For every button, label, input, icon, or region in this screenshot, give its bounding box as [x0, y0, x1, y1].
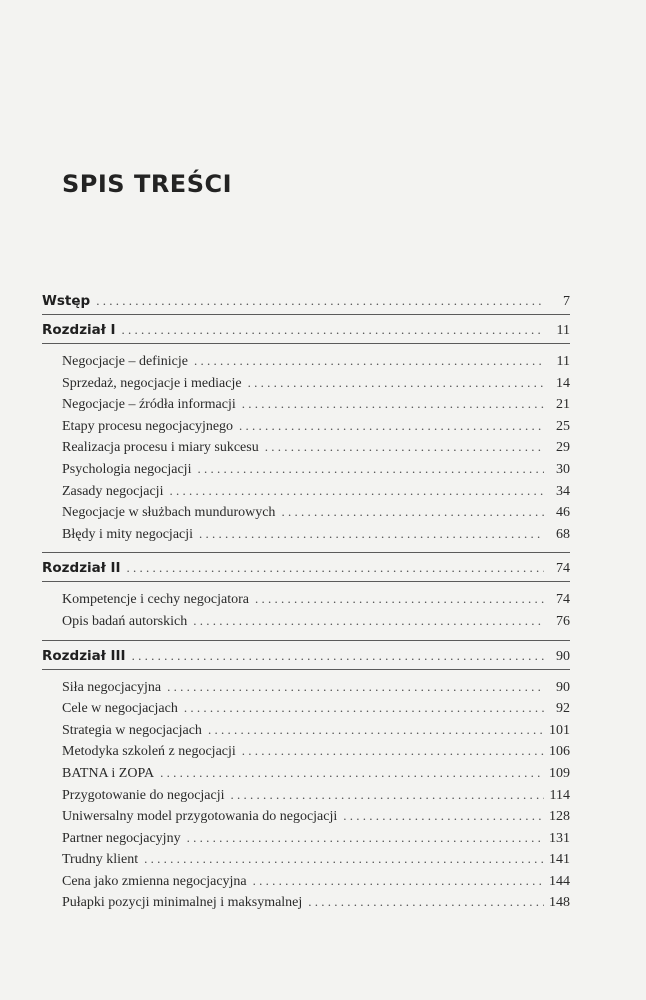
toc-chapter-label: Rozdział III: [42, 647, 126, 664]
dot-leader: [231, 784, 544, 806]
toc-section-entry: [42, 676, 570, 698]
toc-chapter-group: [42, 552, 570, 639]
toc-section-list: [42, 343, 570, 552]
toc-section-label: Etapy procesu negocjacyjnego: [62, 418, 234, 434]
toc-chapter-entry: [42, 643, 570, 669]
toc-section-entry: [42, 436, 570, 458]
toc-page-number: 30: [556, 461, 570, 477]
table-of-contents: [42, 286, 570, 921]
toc-section-label: Psychologia negocjacji: [62, 461, 192, 477]
dot-leader: [132, 643, 544, 669]
toc-chapter-label: Wstęp: [42, 293, 91, 309]
toc-page-number: 109: [549, 765, 570, 781]
toc-section-label: Zasady negocjacji: [62, 483, 164, 499]
toc-page-number: 144: [549, 873, 570, 889]
toc-section-list: [42, 669, 570, 922]
toc-section-label: Błędy i mity negocjacji: [62, 526, 194, 542]
dot-leader: [253, 870, 544, 892]
toc-chapter-group: [42, 314, 570, 552]
toc-page-number: 25: [556, 418, 570, 434]
toc-section-list: [42, 581, 570, 639]
toc-section-label: Pułapki pozycji minimalnej i maksymalnej: [62, 895, 303, 911]
dot-leader: [169, 480, 544, 502]
toc-section-entry: [42, 480, 570, 502]
dot-leader: [239, 415, 544, 437]
toc-section-label: Przygotowanie do negocjacji: [62, 787, 225, 803]
toc-section-label: Realizacja procesu i miary sukcesu: [62, 440, 259, 456]
dot-leader: [208, 719, 544, 741]
toc-section-label: Siła negocjacyjna: [62, 679, 162, 695]
toc-page-number: 92: [556, 701, 570, 717]
toc-page-number: 34: [556, 483, 570, 499]
toc-section-label: Negocjacje – definicje: [62, 354, 188, 369]
toc-section-label: Opis badań autorskich: [62, 613, 188, 629]
toc-section-label: Metodyka szkoleń z negocjacji: [62, 744, 236, 760]
toc-page-number: 128: [549, 809, 570, 825]
dot-leader: [248, 372, 544, 394]
toc-section-entry: [42, 610, 570, 632]
toc-section-entry: [42, 762, 570, 784]
toc-chapter-group: [42, 640, 570, 922]
dot-leader: [265, 436, 544, 458]
toc-chapter-group: [42, 286, 570, 314]
toc-section-label: Cele w negocjacjach: [62, 701, 178, 717]
dot-leader: [127, 555, 544, 581]
dot-leader: [144, 848, 544, 870]
toc-section-entry: [42, 805, 570, 827]
toc-section-entry: [42, 393, 570, 415]
toc-section-label: Strategia w negocjacjach: [62, 722, 202, 738]
toc-section-entry: [42, 827, 570, 849]
toc-section-entry: [42, 848, 570, 870]
toc-section-label: Cena jako zmienna negocjacyjna: [62, 873, 247, 889]
toc-page-number: 76: [556, 613, 570, 629]
toc-section-entry: [42, 740, 570, 762]
toc-section-label: BATNA i ZOPA: [62, 765, 155, 781]
dot-leader: [160, 762, 544, 784]
dot-leader: [122, 317, 544, 343]
toc-section-label: Trudny klient: [62, 852, 139, 868]
dot-leader: [184, 697, 544, 719]
toc-section-entry: [42, 719, 570, 741]
toc-chapter-label: Rozdział II: [42, 560, 121, 577]
toc-page-number: 11: [556, 323, 570, 338]
dot-leader: [96, 288, 544, 314]
toc-page-number: 46: [556, 505, 570, 521]
toc-section-entry: [42, 697, 570, 719]
toc-chapter-label: Rozdział I: [42, 322, 116, 338]
toc-section-entry: [42, 784, 570, 806]
toc-section-entry: [42, 415, 570, 437]
toc-section-entry: [42, 523, 570, 545]
toc-page-number: 7: [563, 294, 570, 309]
toc-section-label: Uniwersalny model przygotowania do negocjacji: [62, 809, 338, 825]
toc-page-number: 141: [549, 852, 570, 868]
dot-leader: [255, 588, 544, 610]
toc-section-label: Negocjacje w służbach mundurowych: [62, 505, 276, 521]
toc-section-label: Sprzedaż, negocjacje i mediacje: [62, 375, 242, 391]
dot-leader: [242, 740, 544, 762]
dot-leader: [193, 610, 544, 632]
toc-section-entry: [42, 891, 570, 913]
toc-page-number: 90: [556, 679, 570, 695]
toc-page-number: 21: [556, 397, 570, 413]
page-title: SPIS TREŚCI: [62, 170, 233, 198]
toc-page-number: 106: [549, 744, 570, 760]
toc-section-entry: [42, 350, 570, 372]
toc-page-number: 74: [556, 592, 570, 608]
toc-page-number: 114: [549, 787, 570, 803]
toc-page-number: 14: [556, 375, 570, 391]
dot-leader: [197, 458, 544, 480]
toc-page-number: 29: [556, 440, 570, 456]
toc-page-number: 11: [556, 354, 570, 369]
dot-leader: [167, 676, 544, 698]
toc-page-number: 90: [556, 648, 570, 664]
dot-leader: [187, 827, 544, 849]
dot-leader: [343, 805, 544, 827]
dot-leader: [194, 350, 544, 372]
toc-chapter-entry: [42, 555, 570, 581]
dot-leader: [281, 501, 544, 523]
toc-chapter-entry: [42, 317, 570, 343]
dot-leader: [308, 891, 544, 913]
toc-section-entry: [42, 870, 570, 892]
toc-section-label: Negocjacje – źródła informacji: [62, 397, 236, 413]
toc-section-entry: [42, 372, 570, 394]
toc-section-entry: [42, 588, 570, 610]
toc-page-number: 74: [556, 561, 570, 577]
toc-section-entry: [42, 501, 570, 523]
toc-page-number: 131: [549, 830, 570, 846]
toc-page-number: 101: [549, 722, 570, 738]
toc-section-label: Partner negocjacyjny: [62, 830, 181, 846]
toc-section-label: Kompetencje i cechy negocjatora: [62, 592, 249, 608]
toc-section-entry: [42, 458, 570, 480]
toc-chapter-entry: [42, 288, 570, 314]
toc-page-number: 68: [556, 526, 570, 542]
dot-leader: [242, 393, 544, 415]
dot-leader: [199, 523, 544, 545]
toc-page-number: 148: [549, 895, 570, 911]
